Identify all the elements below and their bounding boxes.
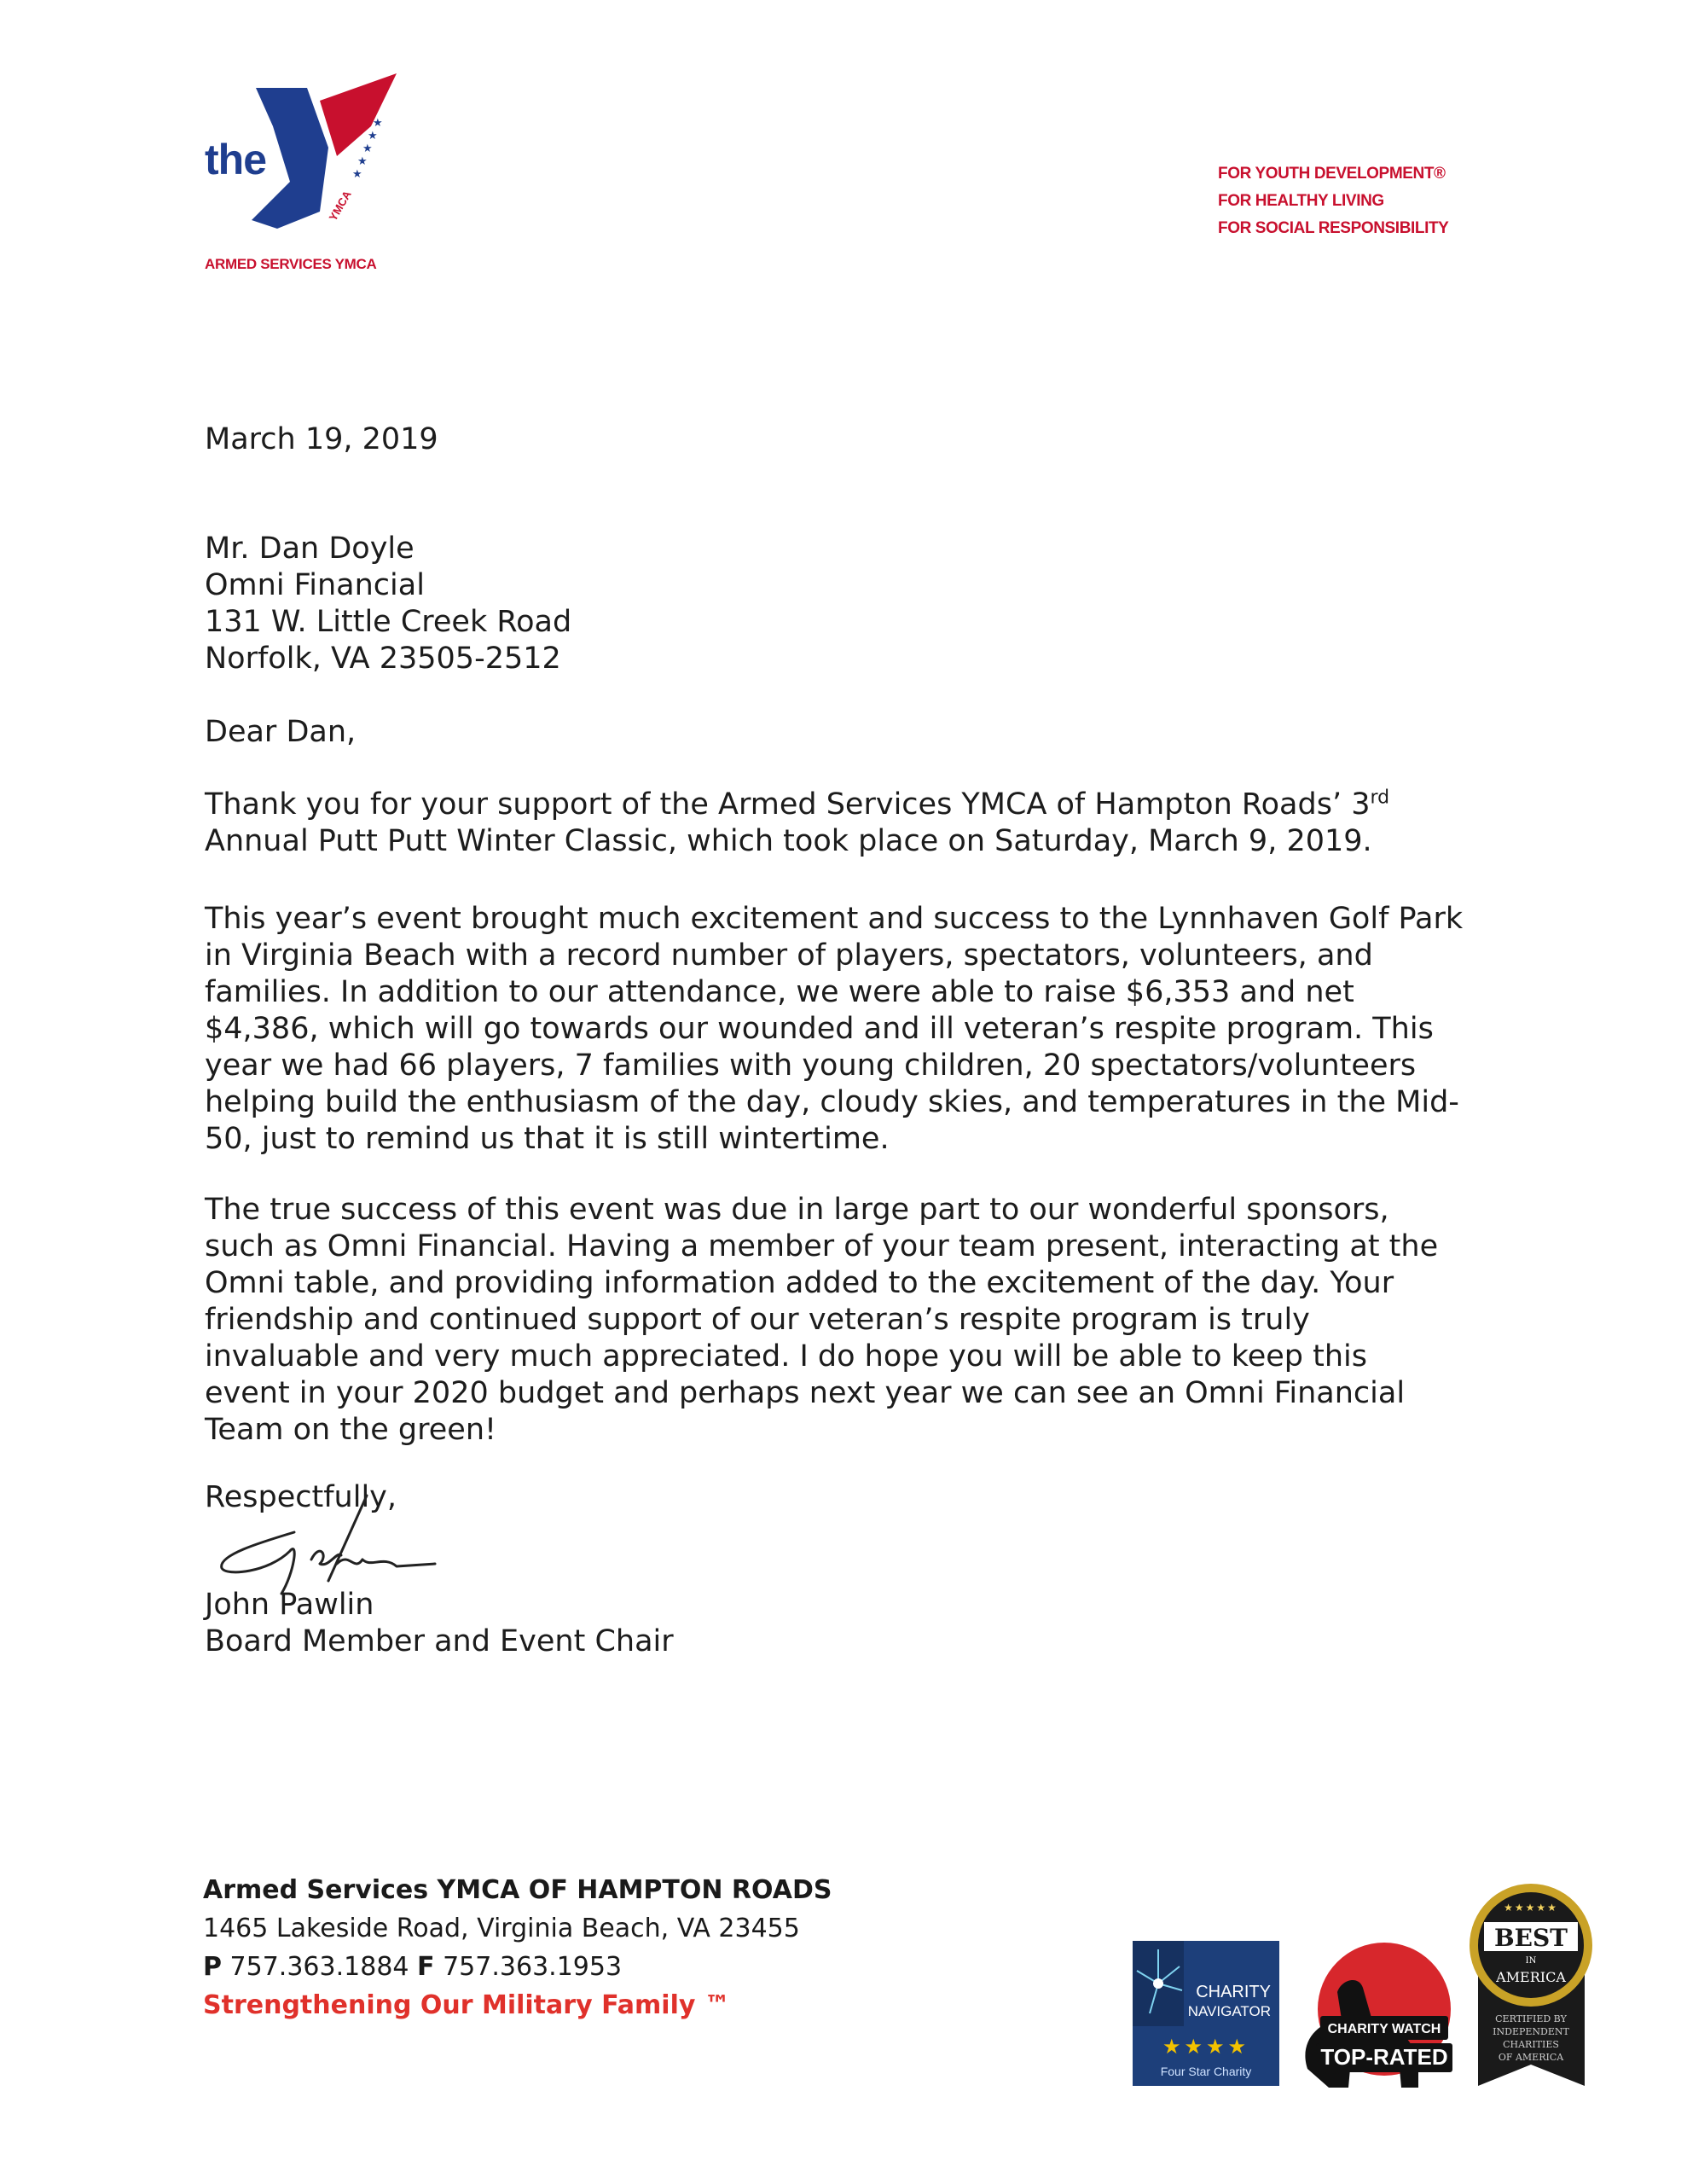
- svg-text:★: ★: [352, 168, 362, 181]
- recipient-address: [205, 531, 571, 677]
- svg-text:NAVIGATOR: NAVIGATOR: [1187, 2003, 1271, 2019]
- signer-block: [205, 1587, 674, 1660]
- svg-text:★: ★: [368, 130, 378, 142]
- paragraph-line: Thank you for your support of the Armed Services YMCA of Hampton Roads’ 3: [205, 787, 1371, 822]
- phone-label: P: [203, 1952, 222, 1982]
- svg-text:AMERICA: AMERICA: [1496, 1969, 1566, 1985]
- salutation: Dear Dan,: [205, 715, 357, 749]
- tagline-line: FOR YOUTH DEVELOPMENT®: [1218, 165, 1446, 183]
- paragraph-line: such as Omni Financial. Having a member of your team present, interacting at the: [205, 1229, 1439, 1263]
- svg-text:CHARITY: CHARITY: [1196, 1983, 1271, 2001]
- charity-watch-badge: [1290, 1941, 1461, 2090]
- paragraph-line: $4,386, which will go towards our wounded and ill veteran’s respite program. This: [205, 1012, 1434, 1046]
- svg-text:CHARITY WATCH: CHARITY WATCH: [1327, 2022, 1441, 2036]
- fax-label: F: [417, 1952, 435, 1982]
- compass-icon: [1153, 1978, 1163, 1989]
- paragraph-line: invaluable and very much appreciated. I do hope you will be able to keep this: [205, 1339, 1367, 1374]
- charity-navigator-badge: [1133, 1941, 1279, 2086]
- paragraph-line: This year’s event brought much excitement and success to the Lynnhaven Golf Park: [205, 902, 1464, 936]
- paragraph-line: The true success of this event was due in large part to our wonderful sponsors,: [205, 1193, 1389, 1227]
- svg-text:INDEPENDENT: INDEPENDENT: [1493, 2026, 1569, 2037]
- phone-number: 757.363.1884: [229, 1952, 409, 1982]
- svg-text:Four Star Charity: Four Star Charity: [1160, 2065, 1252, 2078]
- logo-wordmark: the: [205, 136, 266, 183]
- paragraph-line: event in your 2020 budget and perhaps next year we can see an Omni Financial: [205, 1376, 1406, 1410]
- address-line: 131 W. Little Creek Road: [205, 605, 572, 639]
- address-line: Omni Financial: [205, 568, 425, 602]
- paragraph-line: families. In addition to our attendance, we were able to raise $6,353 and net: [205, 975, 1354, 1009]
- svg-text:OF AMERICA: OF AMERICA: [1498, 2052, 1564, 2063]
- closing: Respectfully,: [205, 1480, 397, 1514]
- paragraph-2: [205, 901, 1501, 1158]
- ordinal-suffix: rd: [1370, 787, 1390, 809]
- svg-text:★: ★: [357, 155, 368, 168]
- paragraph-line: Team on the green!: [205, 1413, 497, 1447]
- svg-text:IN: IN: [1525, 1956, 1537, 1966]
- handwritten-signature: [200, 1491, 456, 1602]
- logo-small-text: YMCA: [326, 188, 354, 224]
- footer-org: Armed Services YMCA OF HAMPTON ROADS: [203, 1875, 832, 1905]
- svg-text:TOP-RATED: TOP-RATED: [1320, 2044, 1448, 2070]
- paragraph-line: Annual Putt Putt Winter Classic, which took place on Saturday, March 9, 2019.: [205, 824, 1372, 858]
- paragraph-3: [205, 1192, 1501, 1449]
- tagline: [1218, 160, 1448, 242]
- svg-text:★: ★: [362, 142, 373, 155]
- footer-contact: [203, 1871, 832, 2024]
- tagline-line: FOR HEALTHY LIVING: [1218, 192, 1384, 210]
- footer-phone-fax: [203, 1948, 832, 1986]
- logo-org-name: ARMED SERVICES YMCA: [205, 256, 377, 272]
- paragraph-line: Omni table, and providing information added to the excitement of the day. Your: [205, 1266, 1394, 1300]
- fax-number: 757.363.1953: [443, 1952, 623, 1982]
- svg-text:BEST: BEST: [1493, 1924, 1568, 1952]
- paragraph-line: 50, just to remind us that it is still wintertime.: [205, 1122, 890, 1156]
- paragraph-line: helping build the enthusiasm of the day, cloudy skies, and temperatures in the Mid-: [205, 1085, 1459, 1119]
- letter-date: March 19, 2019: [205, 422, 438, 456]
- svg-text:CERTIFIED BY: CERTIFIED BY: [1495, 2013, 1567, 2024]
- svg-text:CHARITIES: CHARITIES: [1503, 2039, 1559, 2050]
- svg-text:★: ★: [373, 117, 383, 130]
- address-line: Mr. Dan Doyle: [205, 531, 415, 566]
- paragraph-line: in Virginia Beach with a record number of players, spectators, volunteers, and: [205, 938, 1373, 973]
- footer-motto: Strengthening Our Military Family ™: [203, 1990, 730, 2020]
- signer-name: John Pawlin: [205, 1588, 374, 1622]
- paragraph-1: [205, 787, 1501, 860]
- address-line: Norfolk, VA 23505-2512: [205, 642, 561, 676]
- footer-address: 1465 Lakeside Road, Virginia Beach, VA 23455: [203, 1914, 800, 1943]
- signer-title: Board Member and Event Chair: [205, 1624, 674, 1658]
- best-in-america-badge: [1465, 1881, 1597, 2094]
- tagline-line: FOR SOCIAL RESPONSIBILITY: [1218, 219, 1449, 237]
- paragraph-line: year we had 66 players, 7 families with young children, 20 spectators/volunteers: [205, 1048, 1417, 1083]
- paragraph-line: friendship and continued support of our veteran’s respite program is truly: [205, 1303, 1310, 1337]
- star-rating-icon: ★★★★: [1162, 2035, 1250, 2059]
- star-rating-icon: ★★★★★: [1504, 1902, 1558, 1914]
